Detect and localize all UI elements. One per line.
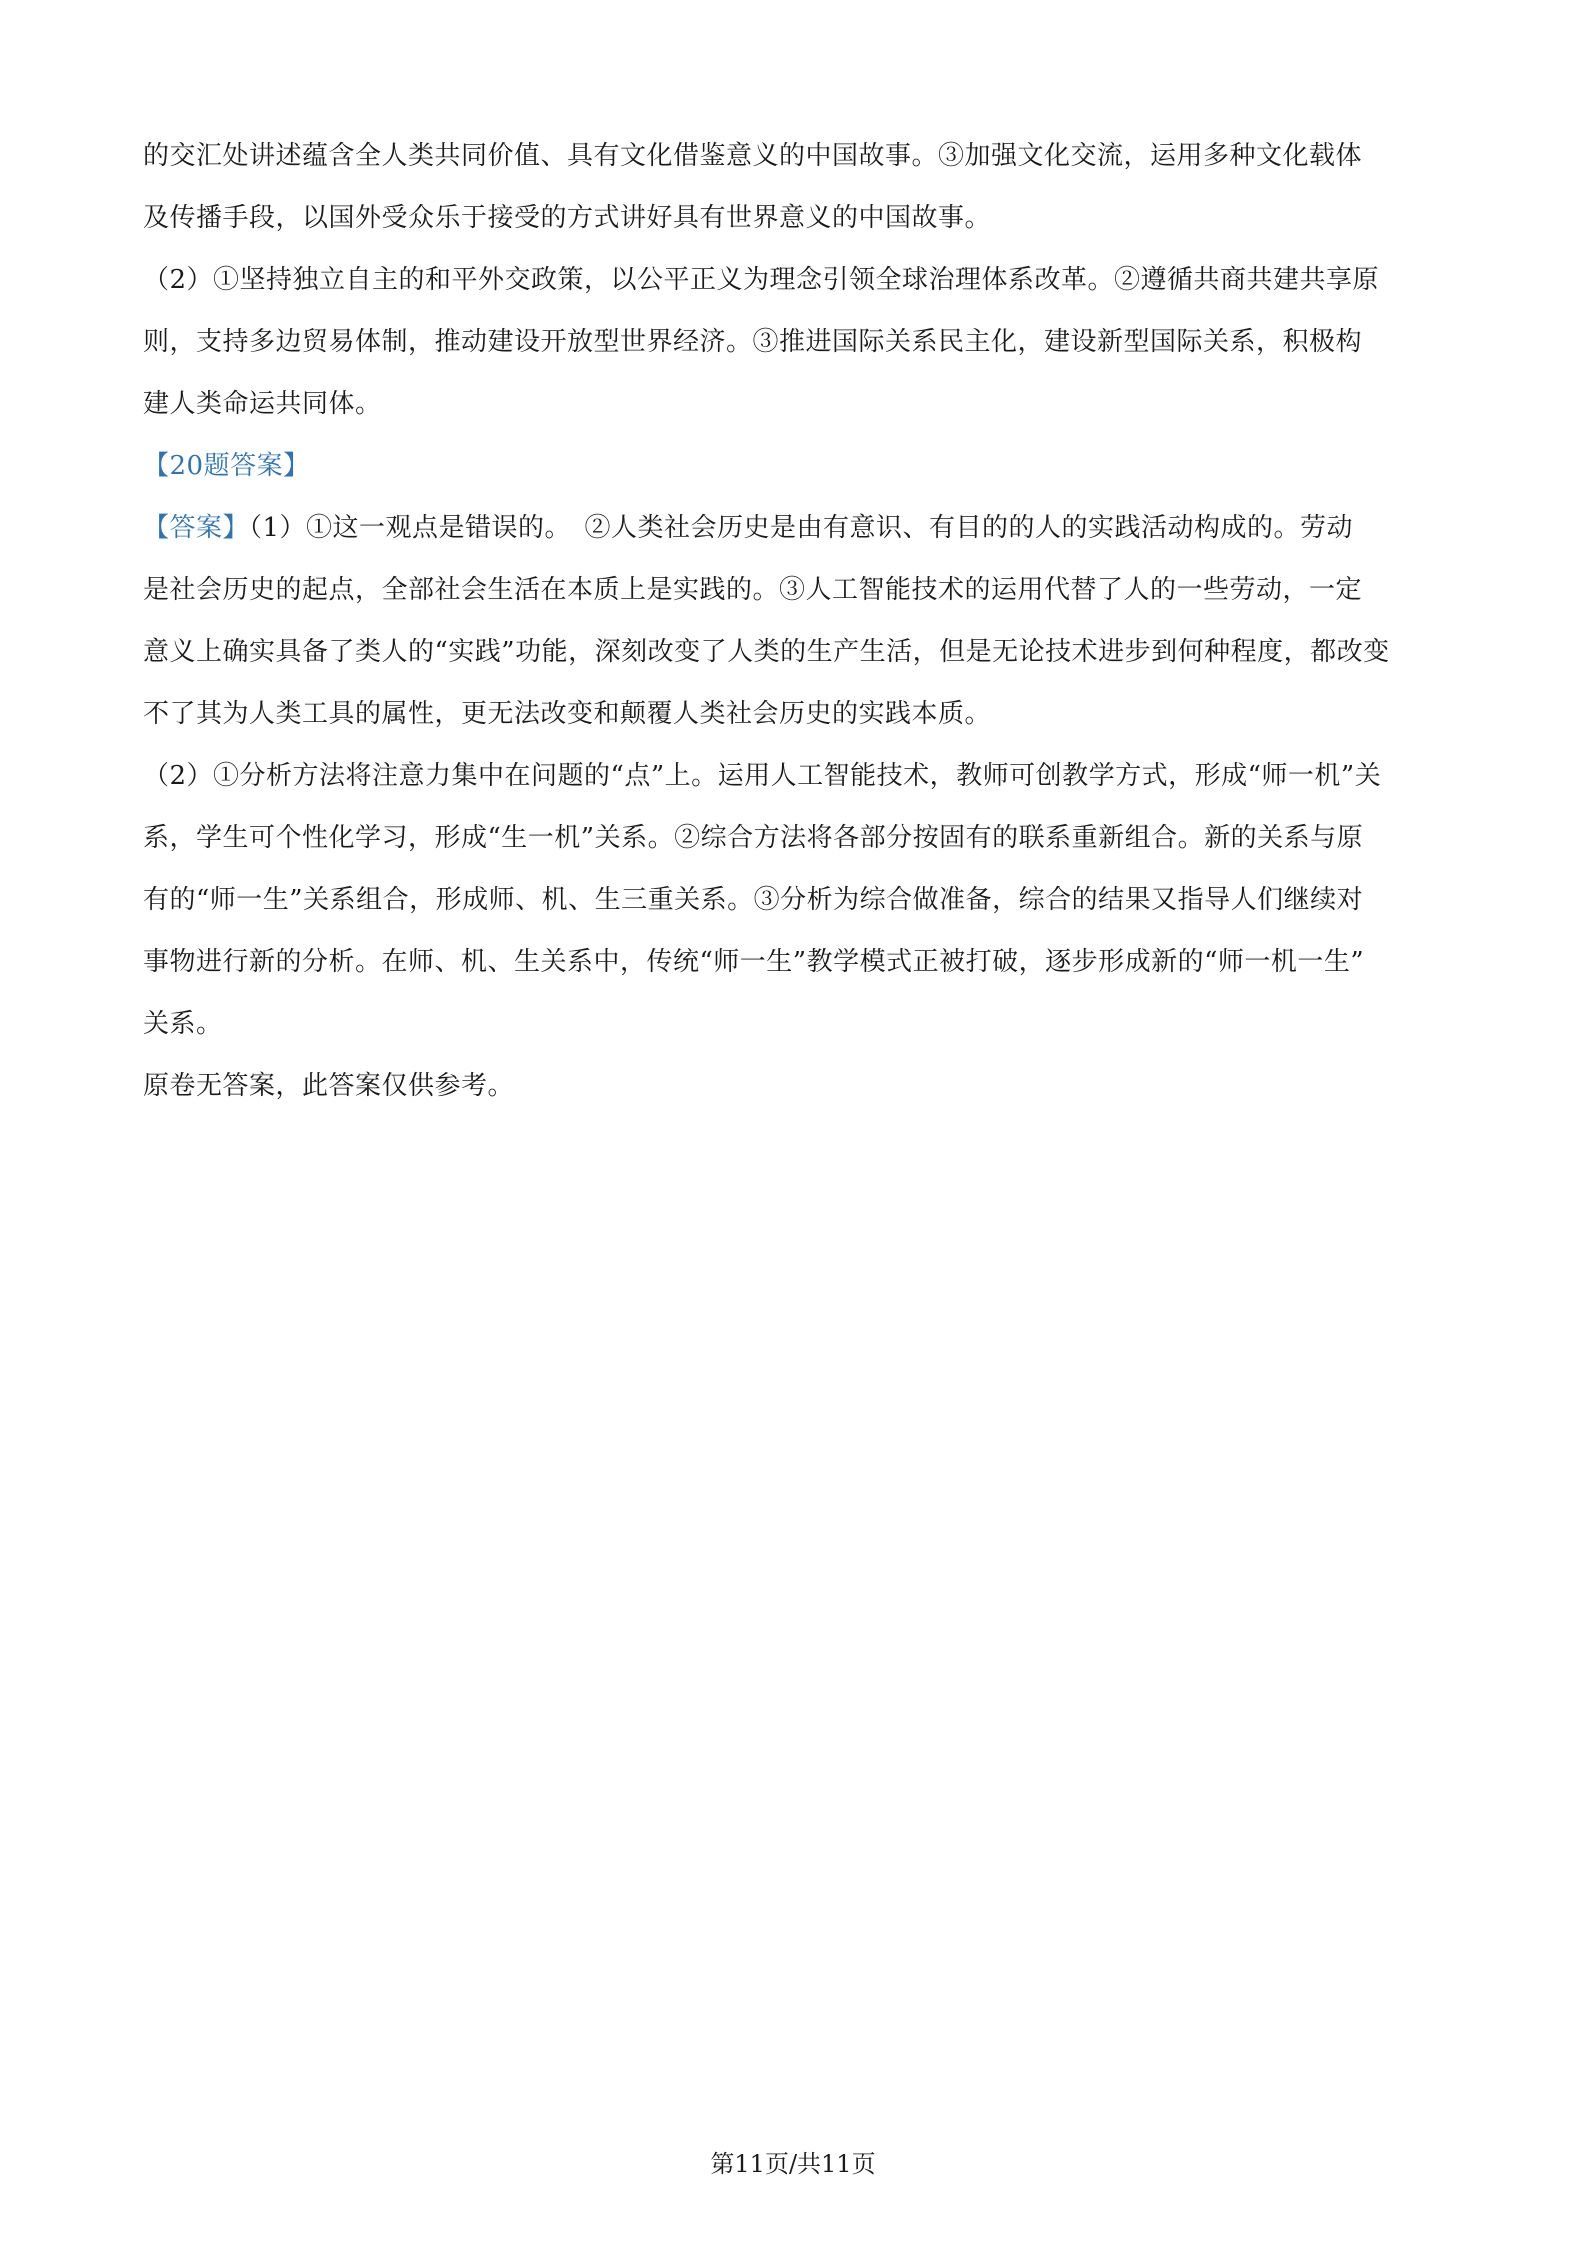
page-content — [143, 125, 1453, 1117]
text-line: 意义上确实具备了类人的“实践”功能，深刻改变了人类的生产生活，但是无论技术进步到何种程度，都改变 — [143, 637, 1390, 667]
text-line: 是社会历史的起点，全部社会生活在本质上是实践的。③人工智能技术的运用代替了人的一些劳动，一定 — [143, 575, 1363, 605]
text-line: 关系。 — [143, 1009, 223, 1039]
text-line: 不了其为人类工具的属性，更无法改变和颠覆人类社会历史的实践本质。 — [143, 699, 992, 729]
text-line: （2）①坚持独立自主的和平外交政策，以公平正义为理念引领全球治理体系改革。②遵循共商共建共享原 — [143, 265, 1380, 295]
text-line: 建人类命运共同体。 — [143, 389, 382, 419]
text-line: 的交汇处讲述蕴含全人类共同价值、具有文化借鉴意义的中国故事。③加强文化交流，运用多种文化载体 — [143, 141, 1363, 171]
text-line: 系，学生可个性化学习，形成“生一机”关系。②综合方法将各部分按固有的联系重新组合。新的关系与原 — [143, 823, 1364, 853]
answer-first-line — [143, 497, 1453, 559]
text-line: 有的“师一生”关系组合，形成师、机、生三重关系。③分析为综合做准备，综合的结果又指导人们继续对 — [143, 885, 1364, 915]
answer-text: （1）①这一观点是错误的。 ②人类社会历史是由有意识、有目的的人的实践活动构成的。劳动 — [249, 513, 1354, 543]
text-line: 则，支持多边贸易体制，推动建设开放型世界经济。③推进国际关系民主化，建设新型国际关系，积极构 — [143, 327, 1363, 357]
answer-label: 【答案】 — [143, 513, 250, 543]
page-footer: 第11页/共11页 — [710, 2150, 876, 2178]
text-line: 事物进行新的分析。在师、机、生关系中，传统“师一生”教学模式正被打破，逐步形成新的“师一机一生” — [143, 947, 1365, 977]
text-line: （2）①分析方法将注意力集中在问题的“点”上。运用人工智能技术，教师可创教学方式，形成“师一机”关 — [143, 761, 1382, 791]
section-heading: 【20题答案】 — [143, 451, 310, 481]
text-line: 原卷无答案，此答案仅供参考。 — [143, 1071, 515, 1101]
text-line: 及传播手段，以国外受众乐于接受的方式讲好具有世界意义的中国故事。 — [143, 203, 992, 233]
